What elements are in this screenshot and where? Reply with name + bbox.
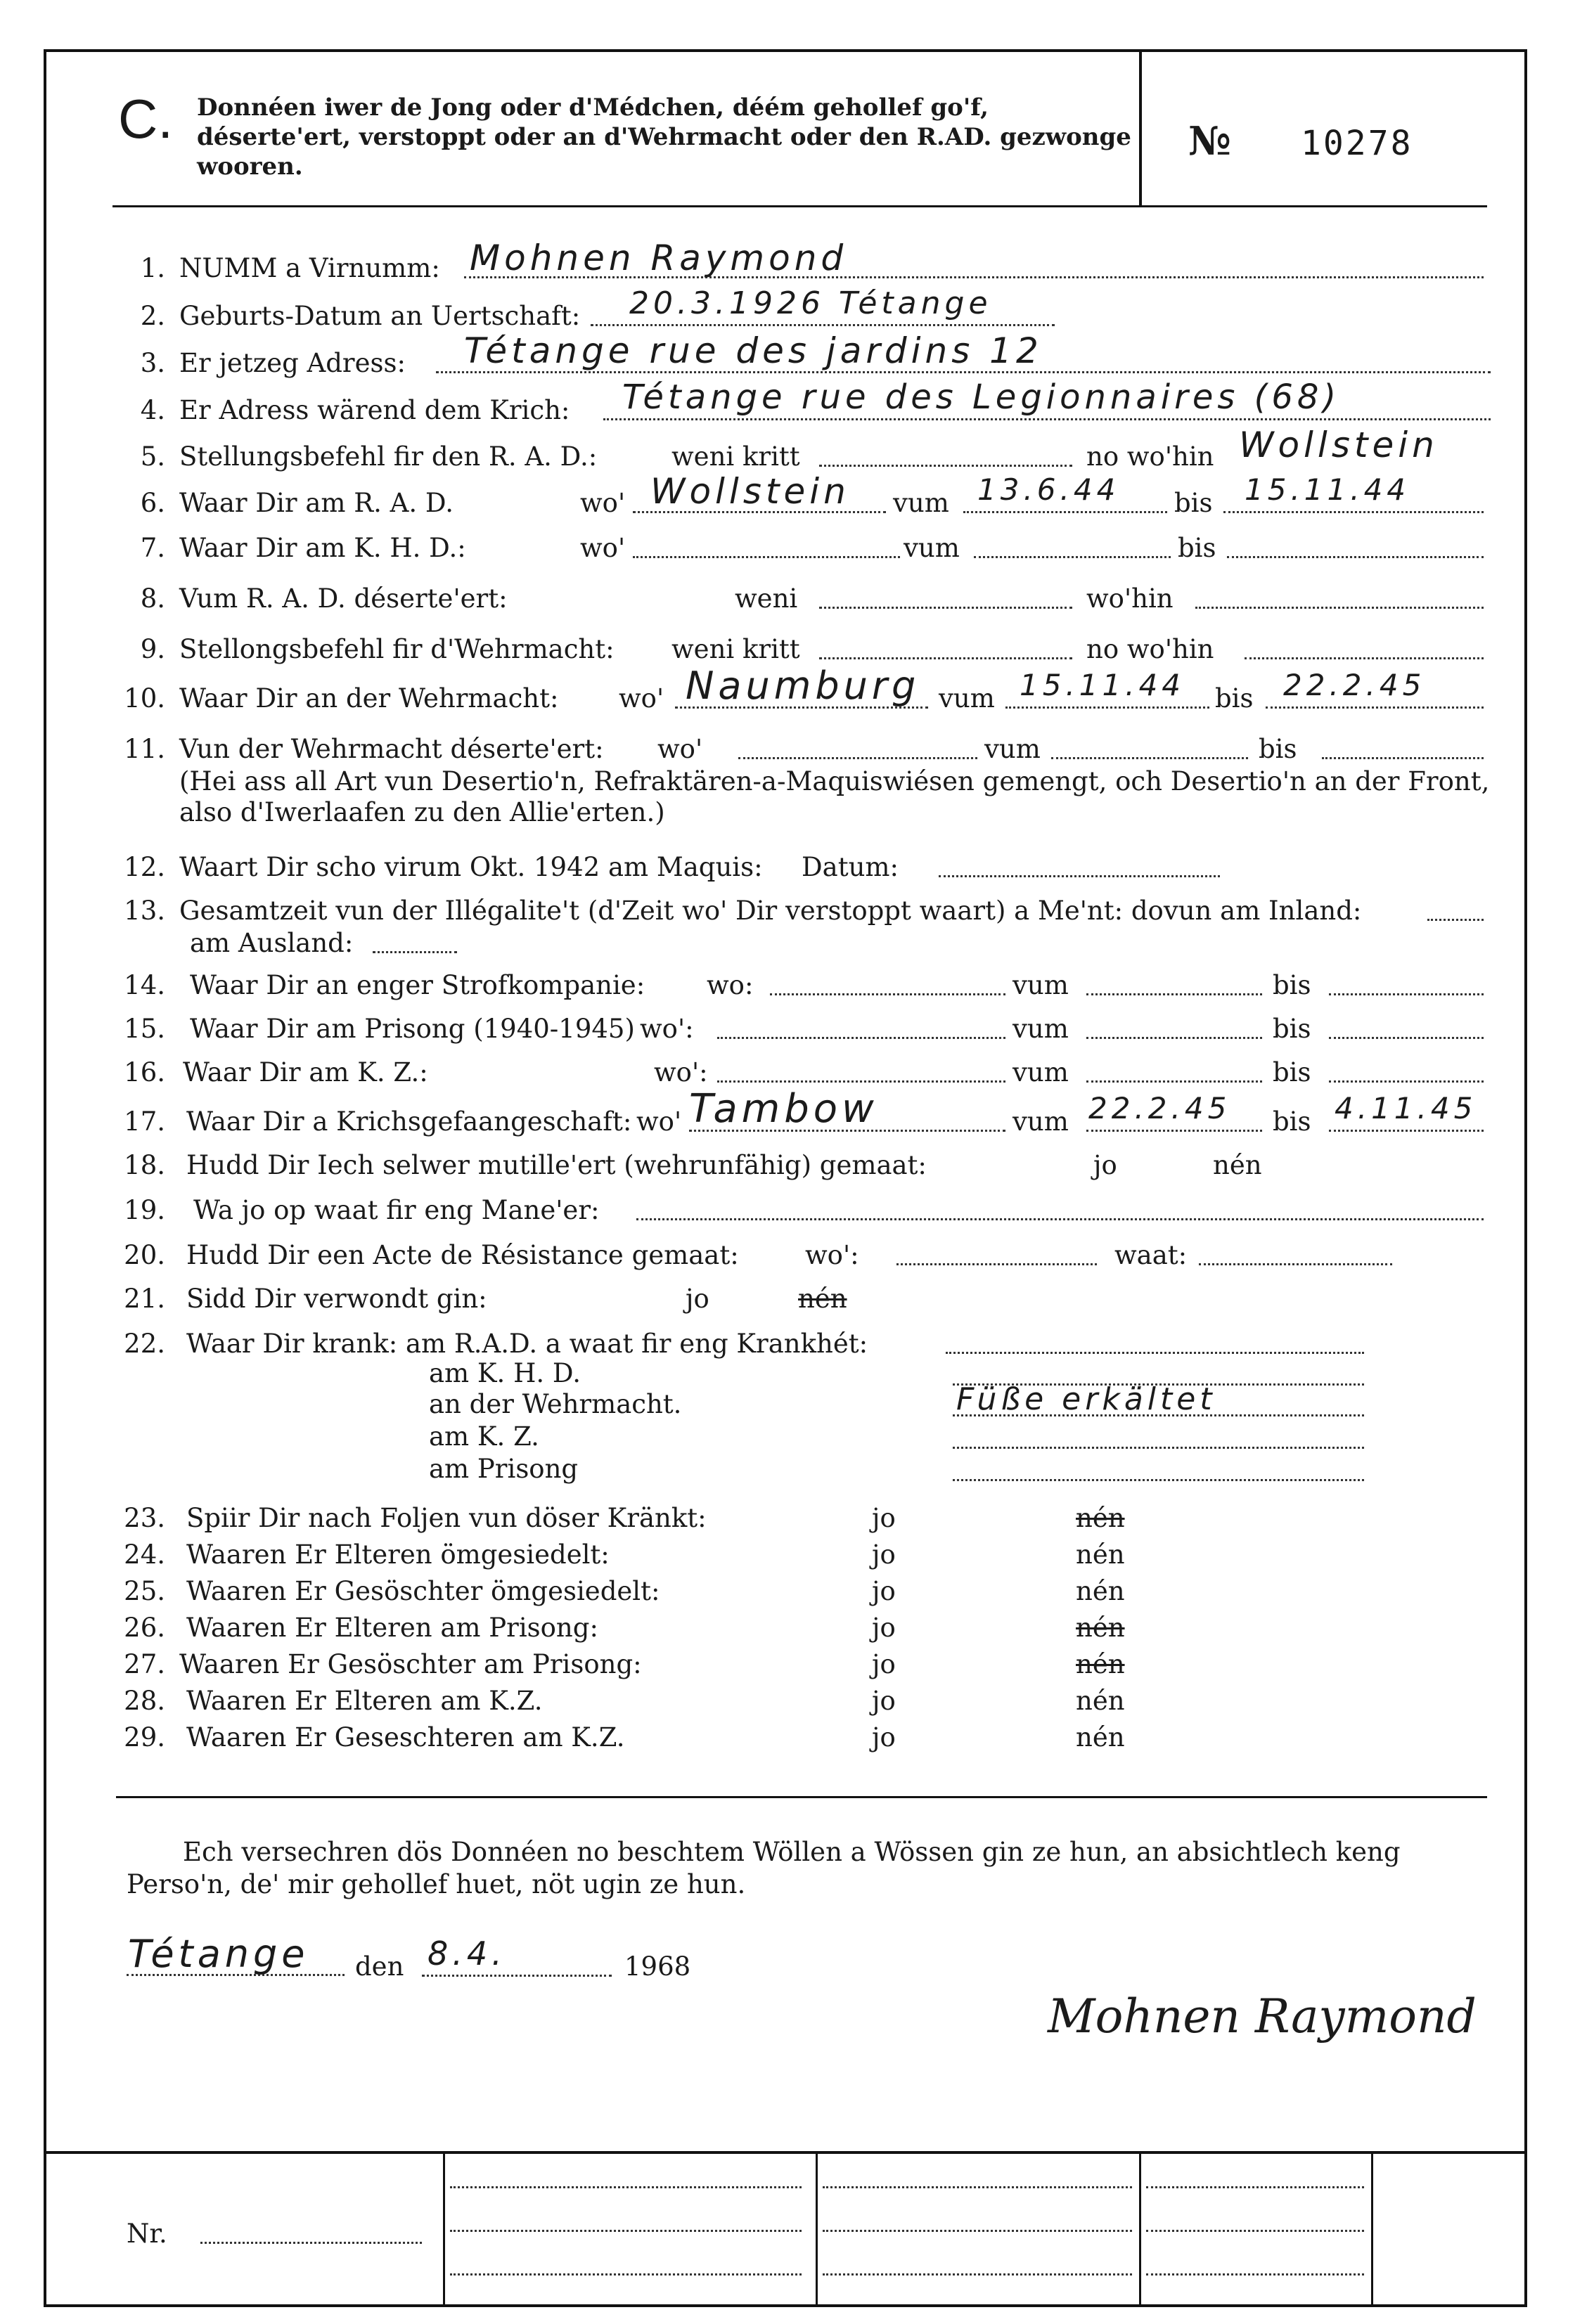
footer-nr-label: Nr.: [127, 2219, 167, 2249]
row-7-to-label: bis: [1178, 533, 1216, 563]
row-5-label: Stellungsbefehl fir den R. A. D.:: [179, 441, 598, 472]
row-22-rad-field[interactable]: [946, 1352, 1364, 1354]
row-20-where-label: wo':: [805, 1240, 859, 1270]
row-27-no[interactable]: nén: [1076, 1649, 1125, 1679]
row-12-date-field[interactable]: [939, 875, 1220, 877]
row-24-label: Waaren Er Elteren ömgesiedelt:: [186, 1539, 610, 1570]
row-21-yes[interactable]: jo: [686, 1284, 709, 1314]
footer-rule: [44, 2151, 1527, 2154]
row-6-to-value: 15.11.44: [1245, 472, 1410, 507]
row-20-where-field[interactable]: [896, 1263, 1097, 1265]
row-29-yes[interactable]: jo: [872, 1722, 896, 1752]
footer-cell-4-line-1[interactable]: [1146, 2186, 1364, 2188]
date-field[interactable]: [422, 1975, 612, 1977]
row-4-value: Tétange rue des Legionnaires (68): [622, 377, 1341, 417]
row-9-where-field[interactable]: [1245, 657, 1484, 659]
footer-cell-3-line-2[interactable]: [823, 2230, 1132, 2232]
row-6-label: Waar Dir am R. A. D.: [179, 488, 454, 518]
row-28-label: Waaren Er Elteren am K.Z.: [186, 1686, 543, 1716]
row-8-when-field[interactable]: [819, 607, 1072, 609]
row-13-number: 13.: [124, 896, 165, 926]
row-28-yes[interactable]: jo: [872, 1686, 896, 1716]
row-7-from-field[interactable]: [974, 556, 1171, 558]
footer-cell-4-line-2[interactable]: [1146, 2230, 1364, 2232]
row-16-from-label: vum: [1012, 1057, 1069, 1087]
row-17-to-value: 4.11.45: [1335, 1091, 1477, 1125]
row-11-where-label: wo': [657, 734, 703, 764]
footer-cell-3-line-1[interactable]: [823, 2186, 1132, 2188]
row-20-number: 20.: [124, 1240, 165, 1270]
row-3-label: Er jetzeg Adress:: [179, 348, 406, 378]
row-17-where-label: wo': [636, 1106, 682, 1137]
row-23-yes[interactable]: jo: [872, 1503, 896, 1533]
row-17-from-value: 22.2.45: [1088, 1091, 1231, 1125]
row-7-where-label: wo': [580, 533, 626, 563]
row-28-number: 28.: [124, 1686, 165, 1716]
row-8-where-field[interactable]: [1195, 607, 1484, 609]
row-14-label: Waar Dir an enger Strofkompanie:: [190, 970, 645, 1000]
row-19-field[interactable]: [636, 1218, 1484, 1220]
row-22-prison-field[interactable]: [953, 1479, 1364, 1481]
row-22-kz-field[interactable]: [953, 1447, 1364, 1449]
row-27-number: 27.: [124, 1649, 165, 1679]
row-15-to-label: bis: [1273, 1014, 1311, 1044]
row-29-label: Waaren Er Geseschteren am K.Z.: [186, 1722, 625, 1752]
row-7-label: Waar Dir am K. H. D.:: [179, 533, 466, 563]
row-9-when-field[interactable]: [819, 657, 1072, 659]
footer-cell-3-line-3[interactable]: [823, 2273, 1132, 2275]
row-11-from-label: vum: [984, 734, 1041, 764]
row-10-label: Waar Dir an der Wehrmacht:: [179, 683, 559, 714]
row-12-date-label: Datum:: [802, 852, 899, 882]
row-20-what-field[interactable]: [1199, 1263, 1392, 1265]
row-15-to-field[interactable]: [1329, 1037, 1484, 1039]
row-14-where-label: wo:: [707, 970, 754, 1000]
row-22-prison-label: am Prisong: [429, 1454, 579, 1484]
row-8-number: 8.: [140, 583, 165, 614]
row-25-number: 25.: [124, 1576, 165, 1606]
place-value: Tétange: [128, 1932, 309, 1976]
row-4-field[interactable]: [603, 418, 1491, 420]
row-13-label: Gesamtzeit vun der Illégalite't (d'Zeit wo' Dir verstoppt waart) a Me'nt: dovun am Inland:: [179, 896, 1362, 926]
row-13-inland-field[interactable]: [1427, 919, 1484, 921]
form-title: Donnéen iwer de Jong oder d'Médchen, déém gehollef go'f, déserte'ert, verstoppt oder an d'Wehrmacht oder den R.AD. gezwonge wooren.: [197, 93, 1131, 181]
row-6-from-value: 13.6.44: [977, 472, 1120, 507]
row-21-number: 21.: [124, 1284, 165, 1314]
row-3-number: 3.: [140, 348, 165, 378]
row-10-from-label: vum: [939, 683, 995, 714]
row-10-number: 10.: [124, 683, 165, 714]
row-17-number: 17.: [124, 1106, 165, 1137]
form-number: 10278: [1301, 124, 1413, 163]
row-1-label: NUMM a Virnumm:: [179, 253, 440, 283]
row-18-yes[interactable]: jo: [1093, 1150, 1117, 1180]
row-29-no[interactable]: nén: [1076, 1722, 1125, 1752]
row-26-no[interactable]: nén: [1076, 1613, 1125, 1643]
row-13-abroad-label: am Ausland:: [190, 928, 354, 958]
row-11-number: 11.: [124, 734, 165, 764]
row-10-to-field[interactable]: [1266, 706, 1484, 709]
row-14-from-label: vum: [1012, 970, 1069, 1000]
row-4-number: 4.: [140, 395, 165, 425]
row-17-label: Waar Dir a Krichsgefaangeschaft:: [186, 1106, 632, 1137]
row-7-where-field[interactable]: [633, 556, 900, 558]
row-26-yes[interactable]: jo: [872, 1613, 896, 1643]
row-3-value: Tétange rue des jardins 12: [464, 330, 1043, 371]
footer-divider-2: [816, 2152, 818, 2307]
row-11-note: (Hei ass all Art vun Desertio'n, Refraktären-a-Maquiswiésen gemengt, och Desertio'n an der Front, also d'Iwerlaafen zu den Allie'erten.): [179, 766, 1490, 827]
row-28-no[interactable]: nén: [1076, 1686, 1125, 1716]
row-9-number: 9.: [140, 634, 165, 664]
row-5-when-label: weni kritt: [671, 441, 800, 472]
row-22-number: 22.: [124, 1329, 165, 1359]
row-23-number: 23.: [124, 1503, 165, 1533]
row-18-no[interactable]: nén: [1213, 1150, 1262, 1180]
row-7-to-field[interactable]: [1227, 556, 1484, 558]
row-18-label: Hudd Dir Iech selwer mutille'ert (wehrunfähig) gemaat:: [186, 1150, 927, 1180]
row-16-where-label: wo':: [654, 1057, 708, 1087]
row-14-number: 14.: [124, 970, 165, 1000]
row-14-from-field[interactable]: [1086, 993, 1262, 995]
row-14-where-field[interactable]: [770, 993, 1005, 995]
row-5-value: Wollstein: [1239, 425, 1439, 465]
declaration-text: Ech versechren dös Donnéen no beschtem Wöllen a Wössen gin ze hun, an absichtlech keng Perso'n, de' mir gehollef huet, nöt ugin ze hun.: [127, 1837, 1401, 1899]
row-19-label: Wa jo op waat fir eng Mane'er:: [193, 1195, 600, 1225]
row-17-to-label: bis: [1273, 1106, 1311, 1137]
row-23-no[interactable]: nén: [1076, 1503, 1125, 1533]
row-16-from-field[interactable]: [1086, 1080, 1262, 1083]
row-16-where-field[interactable]: [717, 1080, 1005, 1083]
row-15-where-label: wo':: [640, 1014, 694, 1044]
section-letter: C.: [118, 88, 173, 150]
row-2-number: 2.: [140, 301, 165, 331]
row-19-number: 19.: [124, 1195, 165, 1225]
den-label: den: [355, 1951, 404, 1982]
row-9-label: Stellongsbefehl fir d'Wehrmacht:: [179, 634, 615, 664]
row-14-to-label: bis: [1273, 970, 1311, 1000]
row-10-from-field[interactable]: [1005, 706, 1209, 709]
row-25-no[interactable]: nén: [1076, 1576, 1125, 1606]
row-9-where-label: no wo'hin: [1086, 634, 1214, 664]
row-11-to-field[interactable]: [1322, 757, 1484, 759]
row-6-to-label: bis: [1174, 488, 1213, 518]
footer-cell-2-line-2[interactable]: [450, 2230, 802, 2232]
row-16-number: 16.: [124, 1057, 165, 1087]
number-symbol: №: [1188, 118, 1231, 164]
year-value: 1968: [624, 1951, 691, 1982]
row-6-where-label: wo': [580, 488, 626, 518]
footer-cell-2-line-3[interactable]: [450, 2273, 802, 2275]
footer-nr-field[interactable]: [200, 2242, 422, 2244]
row-12-number: 12.: [124, 852, 165, 882]
footer-cell-4-line-3[interactable]: [1146, 2273, 1364, 2275]
row-9-when-label: weni kritt: [671, 634, 800, 664]
row-10-to-label: bis: [1215, 683, 1254, 714]
row-26-number: 26.: [124, 1613, 165, 1643]
footer-cell-2-line-1[interactable]: [450, 2186, 802, 2188]
row-6-where-value: Wollstein: [650, 471, 850, 512]
row-10-to-value: 22.2.45: [1283, 668, 1426, 702]
footer-divider-3: [1139, 2152, 1141, 2307]
row-11-to-label: bis: [1259, 734, 1297, 764]
row-15-from-field[interactable]: [1086, 1037, 1262, 1039]
row-15-where-field[interactable]: [717, 1037, 1005, 1039]
row-17-from-field[interactable]: [1086, 1130, 1262, 1132]
row-22-wehrmacht-value: Füße erkältet: [956, 1381, 1216, 1417]
row-24-number: 24.: [124, 1539, 165, 1570]
row-27-label: Waaren Er Gesöschter am Prisong:: [179, 1649, 642, 1679]
row-6-from-field[interactable]: [963, 511, 1167, 513]
row-25-yes[interactable]: jo: [872, 1576, 896, 1606]
row-3-field[interactable]: [436, 371, 1491, 373]
row-20-what-label: waat:: [1114, 1240, 1188, 1270]
row-22-wehrmacht-label: an der Wehrmacht.: [429, 1389, 682, 1419]
header-divider: [1139, 49, 1142, 205]
row-20-label: Hudd Dir een Acte de Résistance gemaat:: [186, 1240, 739, 1270]
row-8-where-label: wo'hin: [1086, 583, 1174, 614]
row-24-no[interactable]: nén: [1076, 1539, 1125, 1570]
row-17-where-value: Tambow: [689, 1086, 878, 1132]
row-4-label: Er Adress wärend dem Krich:: [179, 395, 570, 425]
row-13-abroad-field[interactable]: [373, 951, 457, 953]
signature: Mohnen Raymond: [1048, 1989, 1477, 2044]
row-22-khd-label: am K. H. D.: [429, 1358, 581, 1388]
row-21-label: Sidd Dir verwondt gin:: [186, 1284, 487, 1314]
footer-divider-4: [1371, 2152, 1373, 2307]
row-1-value: Mohnen Raymond: [470, 238, 848, 278]
row-21-no[interactable]: nén: [798, 1284, 847, 1314]
row-17-to-field[interactable]: [1329, 1130, 1484, 1132]
row-15-number: 15.: [124, 1014, 165, 1044]
row-27-yes[interactable]: jo: [872, 1649, 896, 1679]
row-2-field[interactable]: [591, 324, 1055, 326]
row-22-label: Waar Dir krank: am R.A.D. a waat fir eng Krankhét:: [186, 1329, 868, 1359]
row-10-where-label: wo': [619, 683, 664, 714]
header-rule: [112, 205, 1487, 207]
row-24-yes[interactable]: jo: [872, 1539, 896, 1570]
row-5-when-field[interactable]: [819, 465, 1072, 467]
row-14-to-field[interactable]: [1329, 993, 1484, 995]
row-15-from-label: vum: [1012, 1014, 1069, 1044]
date-value: 8.4.: [428, 1935, 506, 1973]
row-11-where-field[interactable]: [738, 757, 977, 759]
row-6-to-field[interactable]: [1223, 511, 1484, 513]
row-22-kz-label: am K. Z.: [429, 1421, 539, 1452]
row-16-label: Waar Dir am K. Z.:: [183, 1057, 428, 1087]
row-8-when-label: weni: [735, 583, 798, 614]
row-25-label: Waaren Er Gesöschter ömgesiedelt:: [186, 1576, 660, 1606]
row-6-number: 6.: [140, 488, 165, 518]
row-5-where-label: no wo'hin: [1086, 441, 1214, 472]
row-8-label: Vum R. A. D. déserte'ert:: [179, 583, 508, 614]
row-16-to-label: bis: [1273, 1057, 1311, 1087]
row-2-label: Geburts-Datum an Uertschaft:: [179, 301, 581, 331]
row-6-from-label: vum: [893, 488, 949, 518]
row-29-number: 29.: [124, 1722, 165, 1752]
row-11-from-field[interactable]: [1051, 757, 1248, 759]
row-12-label: Waart Dir scho virum Okt. 1942 am Maquis:: [179, 852, 763, 882]
row-2-value: 20.3.1926 Tétange: [629, 285, 992, 321]
row-26-label: Waaren Er Elteren am Prisong:: [186, 1613, 598, 1643]
row-18-number: 18.: [124, 1150, 165, 1180]
row-10-where-value: Naumburg: [686, 664, 920, 708]
row-16-to-field[interactable]: [1329, 1080, 1484, 1083]
row-5-number: 5.: [140, 441, 165, 472]
row-10-from-value: 15.11.44: [1020, 668, 1185, 702]
row-17-from-label: vum: [1012, 1106, 1069, 1137]
row-23-label: Spiir Dir nach Foljen vun döser Kränkt:: [186, 1503, 707, 1533]
declaration-rule: [116, 1796, 1487, 1798]
row-7-from-label: vum: [904, 533, 960, 563]
row-7-number: 7.: [140, 533, 165, 563]
row-15-label: Waar Dir am Prisong (1940-1945): [190, 1014, 635, 1044]
row-1-number: 1.: [140, 253, 165, 283]
footer-divider-1: [443, 2152, 445, 2307]
row-11-label: Vun der Wehrmacht déserte'ert:: [179, 734, 604, 764]
